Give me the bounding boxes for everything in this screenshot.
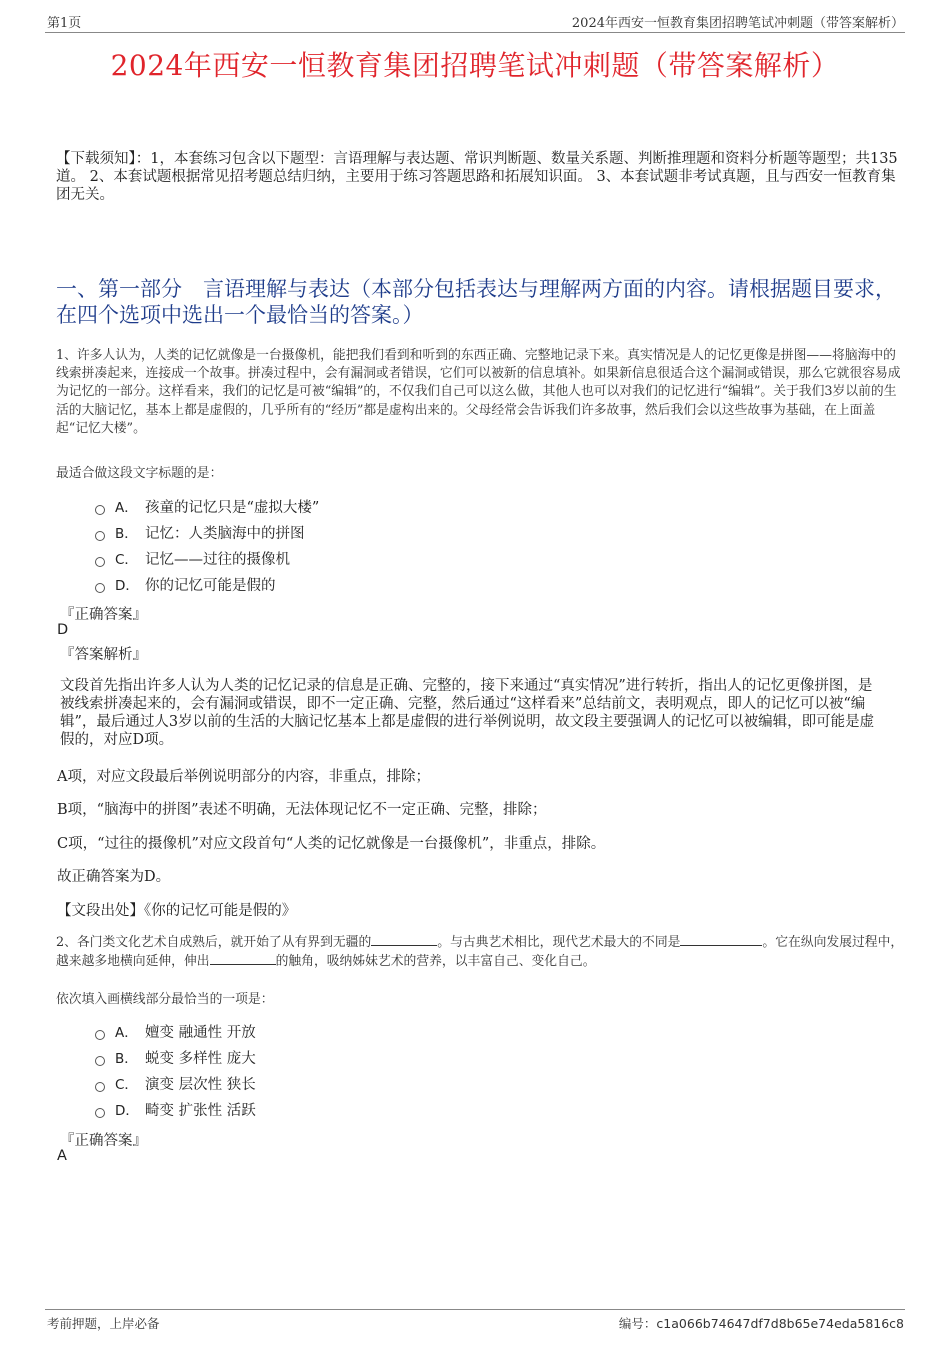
fill-blank-2[interactable] — [680, 933, 762, 946]
option-text: 孩童的记忆只是“虚拟大楼” — [145, 499, 320, 516]
answer-value: A — [57, 1148, 67, 1164]
radio-icon[interactable] — [95, 505, 105, 515]
question-1-options — [95, 493, 319, 597]
footer-serial — [619, 1314, 904, 1332]
option-letter: A． — [115, 1025, 138, 1041]
option-a[interactable] — [95, 493, 319, 519]
radio-icon[interactable] — [95, 531, 105, 541]
analysis-note-c: C项，“过往的摄像机”对应文段首句“人类的记忆就像是一台摄像机”，非重点，排除。 — [57, 836, 606, 852]
analysis-note-a: A项，对应文段最后举例说明部分的内容，非重点，排除； — [57, 769, 430, 785]
answer-value: D — [57, 622, 69, 638]
footer-slogan: 考前押题，上岸必备 — [47, 1316, 160, 1331]
q2-text-part: 。与古典艺术相比，现代艺术最大的不同是 — [437, 935, 681, 950]
option-text: 嬗变 融通性 开放 — [145, 1024, 256, 1041]
option-c[interactable] — [95, 1070, 256, 1096]
question-1-prompt: 最适合做这段文字标题的是： — [56, 466, 223, 481]
q2-text-part: 2、各门类文化艺术自成熟后，就开始了从有界到无疆的 — [56, 935, 372, 950]
radio-icon[interactable] — [95, 583, 105, 593]
option-letter: D． — [115, 1103, 139, 1119]
download-notice: 【下载须知】：1，本套练习包含以下题型：言语理解与表达题、常识判断题、数量关系题、判断推理题和资料分析题等题型；共135道。 2、本套试题根据常见招考题总结归纳，主要用于练习答题思路和拓展知识面。 3、本套试题非考试真题，且与西安一恒教育集团无关。 — [56, 151, 898, 203]
option-letter: B． — [115, 526, 138, 542]
option-text: 记忆：人类脑海中的拼图 — [145, 525, 305, 542]
radio-icon[interactable] — [95, 1056, 105, 1066]
option-a[interactable] — [95, 1018, 256, 1044]
fill-blank-3[interactable] — [210, 952, 276, 965]
option-text: 你的记忆可能是假的 — [145, 577, 276, 594]
option-b[interactable] — [95, 1044, 256, 1070]
section-heading: 一、第一部分 言语理解与表达（本部分包括表达与理解两方面的内容。请根据题目要求，在四个选项中选出一个最恰当的答案。） — [56, 277, 896, 327]
serial-label: 编号： — [618, 1316, 657, 1331]
question-2-prompt: 依次填入画横线部分最恰当的一项是： — [56, 992, 274, 1007]
analysis-label: 『答案解析』 — [60, 647, 147, 663]
header-page-number: 第1页 — [47, 16, 82, 31]
analysis-text: 文段首先指出许多人认为人类的记忆记录的信息是正确、完整的，接下来通过“真实情况”进行转折，指出人的记忆更像拼图，是被线索拼凑起来的，会有漏洞或错误，即不一定正确、完整，然后通过“这样看来”总结前文，表明观点，即人的记忆可以被“编辑”，最后通过人3岁以前的生活的大脑记忆基本上都是虚假的进行举例说明，故文段主要强调人的记忆可以被编辑，即可能是虚假的，对应D项。 — [60, 678, 875, 748]
radio-icon[interactable] — [95, 1030, 105, 1040]
header-doc-title: 2024年西安一恒教育集团招聘笔试冲刺题（带答案解析） — [571, 16, 904, 31]
option-text: 蜕变 多样性 庞大 — [145, 1050, 256, 1067]
option-text: 畸变 扩张性 活跃 — [145, 1102, 256, 1119]
option-text: 记忆——过往的摄像机 — [145, 551, 290, 568]
radio-icon[interactable] — [95, 1108, 105, 1118]
answer-label: 『正确答案』 — [60, 1133, 147, 1149]
option-c[interactable] — [95, 545, 319, 571]
option-letter: C． — [115, 552, 138, 568]
radio-icon[interactable] — [95, 557, 105, 567]
serial-code: c1a066b74647df7d8b65e74eda5816c8 — [656, 1316, 904, 1331]
source-citation: 【文段出处】《你的记忆可能是假的》 — [57, 903, 297, 919]
q2-text-part: 的触角，吸纳姊妹艺术的营养，以丰富自己、变化自己。 — [275, 954, 596, 970]
option-b[interactable] — [95, 519, 319, 545]
option-d[interactable] — [95, 571, 319, 597]
option-letter: B． — [115, 1051, 138, 1067]
page-title: 2024年西安一恒教育集团招聘笔试冲刺题（带答案解析） — [110, 49, 840, 82]
option-letter: D． — [115, 578, 139, 594]
question-2-options — [95, 1018, 256, 1122]
option-text: 演变 层次性 狭长 — [145, 1076, 256, 1093]
option-letter: A． — [115, 500, 138, 516]
q2-text-part: 。它在纵向发展过程中，越来越多地横向延伸，伸出 — [56, 935, 904, 970]
fill-blank-1[interactable] — [371, 933, 437, 946]
answer-label: 『正确答案』 — [60, 607, 147, 623]
option-d[interactable] — [95, 1096, 256, 1122]
question-1-text: 1、许多人认为，人类的记忆就像是一台摄像机，能把我们看到和听到的东西正确、完整地记录下来。真实情况是人的记忆更像是拼图——将脑海中的线索拼凑起来，连接成一个故事。拼凑过程中，会有漏洞或者错误，它们可以被新的信息填补。如果新信息很适合这个漏洞或错误，那么它就很容易成为记忆的一部分。这样看来，我们的记忆是可被“编辑”的，不仅我们自己可以这么做，其他人也可以对我们的记忆进行“编辑”。关于我们3岁以前的生活的大脑记忆，基本上都是虚假的，几乎所有的“经历”都是虚构出来的。父母经常会告诉我们许多故事，然后我们会以这些故事为基础，在上面盖起“记忆大楼”。 — [56, 348, 901, 436]
analysis-note-b: B项，“脑海中的拼图”表述不明确，无法体现记忆不一定正确、完整，排除； — [57, 802, 547, 818]
option-letter: C． — [115, 1077, 138, 1093]
analysis-conclusion: 故正确答案为D。 — [57, 869, 171, 885]
question-2-text — [56, 933, 904, 971]
radio-icon[interactable] — [95, 1082, 105, 1092]
header-divider — [45, 32, 905, 33]
footer-divider — [45, 1309, 905, 1310]
